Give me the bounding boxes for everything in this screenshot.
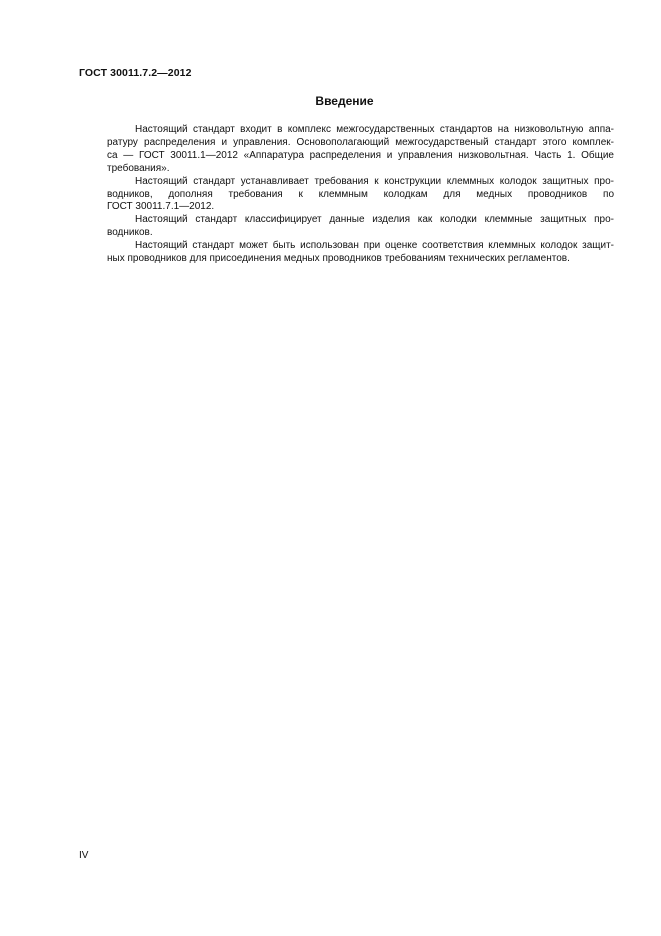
paragraph-line: Настоящий стандарт устанавливает требования к конструкции клеммных колодок защитных про- [135,175,614,187]
document-code-header: ГОСТ 30011.7.2—2012 [79,67,192,79]
paragraph-line: ратуру распределения и управления. Основополагающий межгосударственый стандарт этого комплек- [107,136,614,148]
paragraph-line: ГОСТ 30011.7.1—2012. [107,201,215,213]
paragraph-classification [79,214,614,240]
paragraph-line: Настоящий стандарт может быть использован при оценке соответствия клеммных колодок защит- [135,240,614,252]
paragraph-line: требования». [107,162,170,174]
section-title: Введение [315,94,374,108]
paragraph-usage [79,240,614,266]
paragraph-line: водников. [107,227,153,239]
paragraph-scope [79,124,614,176]
paragraph-line: Настоящий стандарт классифицирует данные изделия как колодки клеммные защитных про- [135,214,614,226]
paragraph-line: Настоящий стандарт входит в комплекс межгосударственных стандартов на низковольтную аппа- [135,124,614,135]
paragraph-line: водников, дополняя требования к клеммным колодкам для медных проводников по [107,188,614,200]
paragraph-line: ных проводников для присоединения медных проводников требованиям технических регламентов. [107,253,570,265]
paragraph-requirements [79,176,614,215]
page-number: IV [79,850,89,861]
introduction-body [79,124,614,266]
paragraph-line: са — ГОСТ 30011.1—2012 «Аппаратура распределения и управления низковольтная. Часть 1. Общие [107,149,614,161]
